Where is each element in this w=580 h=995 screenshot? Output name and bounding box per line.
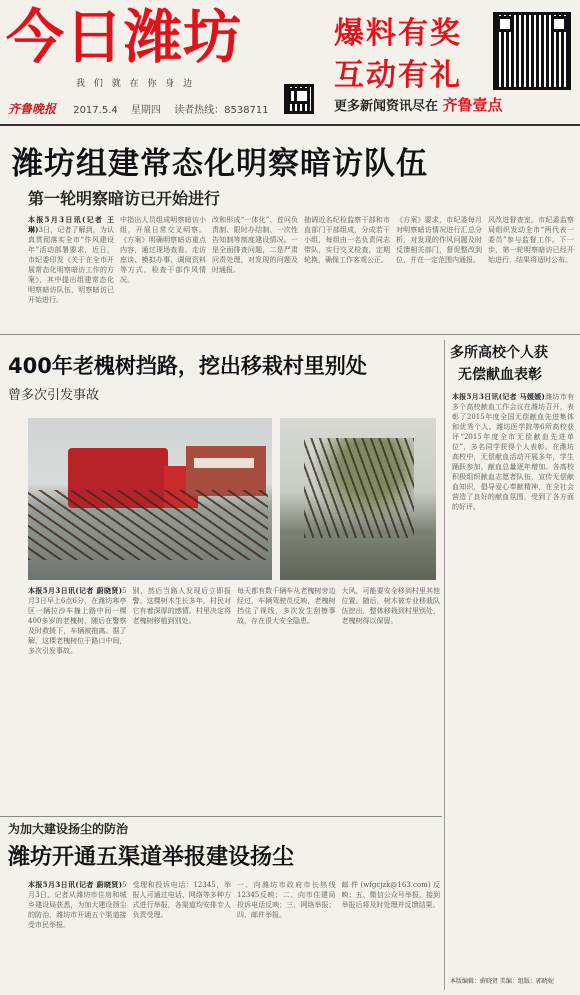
promo-reward-line: 爆料有奖 <box>334 16 462 51</box>
reader-hotline: 读者热线：8538711 <box>174 105 269 116</box>
issue-info <box>8 100 279 117</box>
lead-byline: 本报5月3日讯(记者 王琳) <box>28 215 114 234</box>
lead-body <box>28 215 574 327</box>
issue-date: 2017.5.4 <box>73 105 118 116</box>
section-divider <box>0 334 580 335</box>
story2-column-text: 5月3日早上6点6分，在潍坊寒亭区一辆拉沙车撞上路中间一棵400多岁的老槐树，随后在警察及时救援下，车辆被拖离。据了解，这棵老槐树位于路口中间，多次引发事故。 <box>28 587 127 655</box>
sidebar-headline-line2[interactable]: 无偿献血表彰 <box>458 367 542 383</box>
story2-column: 别，然后当路人发现后立即报警。这棵树木生长多年，村民对它有着深厚的感情。村里决定将老槐树移植到别处。 <box>132 587 231 625</box>
sidebar-column-text: 潍坊市有多个高校献血工作会议在潍坊召开，表彰了2015年度全国无偿献血先进集体和优秀个人。潍坊医学院等6所高校获评“2015年度全市无偿献血先进单位”，多名同学获得个人表彰。在潍坊高校中，无偿献血活动开展多年，学生踊跃参加，献血总量逐年增加。各高校积极组织献血志愿者队伍，宣传无偿献血知识，倡导爱心奉献精神，在全社会营造了良好的献血氛围，受到了各方面的好评。 <box>452 393 574 511</box>
masthead-divider <box>0 124 580 126</box>
lead-subhead: 第一轮明察暗访已开始进行 <box>28 189 221 208</box>
promo-app-name: 齐鲁壹点 <box>442 96 503 114</box>
old-tree-photo <box>280 418 436 580</box>
lead-column <box>28 215 114 327</box>
story2-body <box>28 586 440 814</box>
story3-column-text: 5月3日，记者从潍坊市住房和城乡建设局获悉，为加大建设扬尘的防治，潍坊市开通五个渠道接受市民举报。 <box>28 881 127 929</box>
qr-code-icon[interactable] <box>284 84 314 114</box>
story2-column <box>28 586 127 814</box>
story3-column <box>28 880 127 976</box>
editor-credits: 本版编辑：蔚晓贤 美编：组版：郭晓妮 <box>450 978 554 985</box>
lead-headline[interactable]: 潍坊组建常态化明察暗访队伍 <box>12 146 428 182</box>
lead-column: 风改进督查室。市纪委监察局组织发动全市“两代表一委员”参与监督工作。下一步，第一轮明察暗访已经开始进行，结果将适时公布。 <box>488 216 574 264</box>
tree-image <box>304 438 414 538</box>
lead-column: 改和形成“一体化”、首问负责制、限时办结制、一次性告知制等制度建设情况。一是全面排查问题，二是严肃问责处理，对发现的问题及时通报。 <box>212 216 298 274</box>
issue-weekday: 星期四 <box>130 105 161 116</box>
slogan: 我 们 就 在 你 身 边 <box>76 79 196 89</box>
sidebar-headline-line1[interactable]: 多所高校个人获 <box>450 345 548 361</box>
lead-column-text: 3日，记者了解到，为认真贯彻落实全市“作风建设年”活动部署要求，近日，市纪委印发《关于在全市开展常态化明察暗访工作的方案》，其中提出组建常态化明察暗访队伍，明察暗访已开始进行。 <box>28 226 114 304</box>
branches-image <box>28 490 268 560</box>
lead-column: 中指出人员组成明察暗访小组，开展日常交叉明察。《方案》明确明察暗访重点内容，通过现场查看、走访座谈、模拟办事、调阅资料等方式，检查干部作风情况。 <box>120 216 206 284</box>
building-image <box>186 446 266 496</box>
lead-column: 《方案》要求，市纪委每月对明察暗访情况进行汇总分析，对发现的作风问题及时反馈相关部门，督促整改到位，并在一定范围内通报。 <box>396 216 482 264</box>
story3-headline[interactable]: 潍坊开通五渠道举报建设扬尘 <box>8 845 295 870</box>
promo-app-line <box>334 94 503 115</box>
accident-truck-photo <box>28 418 272 580</box>
paper-name: 齐鲁晚报 <box>8 102 57 116</box>
sidebar-column <box>452 392 574 970</box>
newspaper-brand-title: 今日潍坊 <box>6 3 243 71</box>
sidebar-byline: 本报5月3日讯(记者 马媛媛) <box>452 392 545 401</box>
sidebar-body <box>452 392 574 970</box>
story3-body <box>28 880 440 976</box>
story2-column: 每天都有数千辆车从老槐树旁边经过，车辆驾驶员反映，老槐树挡住了视线，多次发生刮擦事故，存在很大安全隐患。 <box>237 587 336 625</box>
story3-kicker: 为加大建设扬尘的防治 <box>8 822 129 836</box>
story3-column: 受理和投诉电话：12345，举报人可通过电话、网络等多种方式进行举报，各渠道均安排专人负责受理。 <box>133 880 232 976</box>
story2-byline: 本报5月3日讯(记者 蔚晓贤) <box>28 586 123 595</box>
story2-headline[interactable]: 400年老槐树挡路，挖出移栽村里别处 <box>8 354 367 378</box>
promo-interact-line: 互动有礼 <box>334 58 462 93</box>
masthead <box>0 0 580 122</box>
lead-column: 抽调近名纪检监察干部和市直部门干部组成，分成若干小组，每组由一名负责同志带队，实行交叉检查，定期轮换，确保工作客观公正。 <box>304 216 390 264</box>
story3-byline: 本报5月3日讯(记者 蔚晓贤) <box>28 880 123 889</box>
story3-column: 一、向潍坊市政府市长热线12345反映；二、向市住建局投诉电话反映；三、网络举报；四、邮件举报。 <box>237 880 336 976</box>
story2-subhead: 曾多次引发事故 <box>8 388 100 403</box>
promo-app-text: 更多新闻资讯尽在 <box>334 99 439 114</box>
qr-code-icon[interactable] <box>493 12 571 90</box>
story2-column: 大风，可能要安全移到村里其他位置。随后，树木被专业移栽队伍挖出，整体移栽到村里别处，老槐树得以保留。 <box>341 587 440 625</box>
story3-column: 邮件(wfgcjzk@163.com)反映；五、微信公众号举报，接到举报后将及时处理并反馈结果。 <box>342 880 441 976</box>
sidebar-divider <box>444 340 445 990</box>
section-divider <box>0 816 442 817</box>
